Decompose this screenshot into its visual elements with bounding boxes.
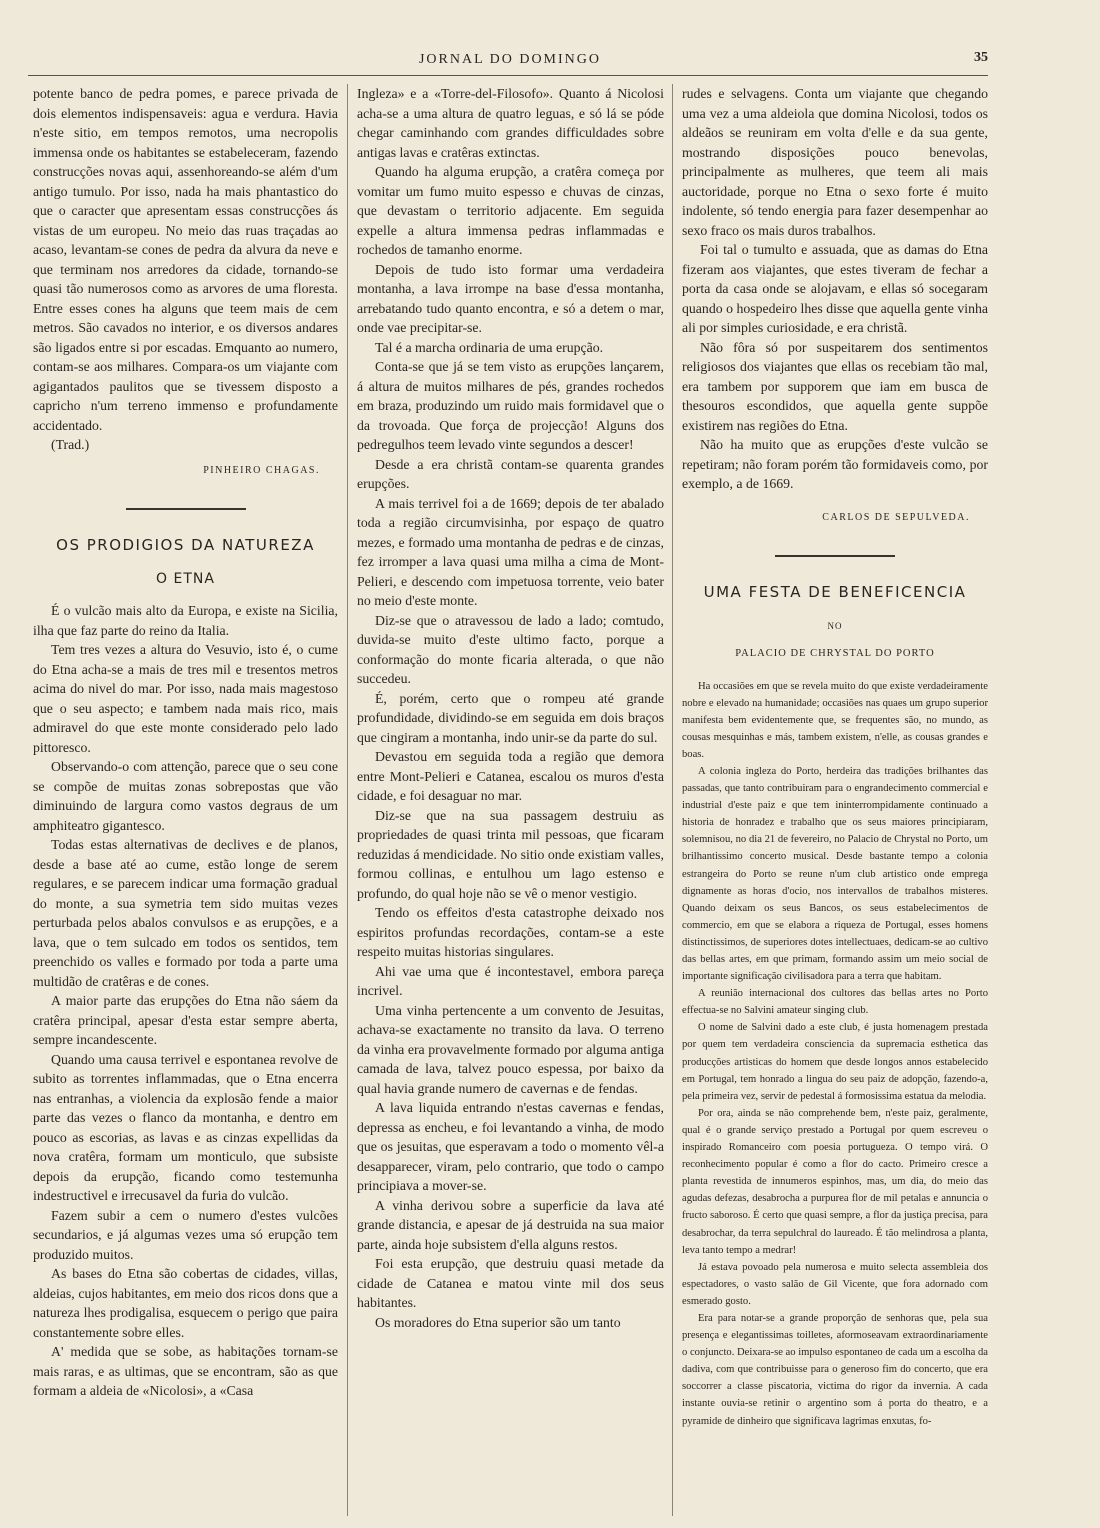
page-number: 35 [974, 50, 988, 65]
section-subtitle: PALACIO DE CHRYSTAL DO PORTO [735, 648, 935, 659]
paragraph: É o vulcão mais alto da Europa, e existe na Sicilia, ilha que faz parte do reino da Italia. [33, 603, 338, 638]
article-body-small [682, 678, 988, 1430]
paragraph: Tendo os effeitos d'esta catastrophe deixado nos espiritos profundas recordações, contam-se a este respeito muitas historias singulares. [357, 905, 664, 959]
paragraph: Era para notar-se a grande proporção de senhoras que, pela sua presença e elegantissimas toilletes, aformoseavam extraordinariamente o conjuncto. Deixara-se ao impulso espontaneo de cada um a escolha da dadiva, com que contribuisse para o generoso fim do concerto, que era soccorrer a classe piscatoria, victima do rigor da invernia. A cada instante ouvia-se retinir o argentino som á porta do theatro, e a pyramide de dinheiro que significava lagrimas enxutas, fo- [682, 1312, 988, 1427]
paragraph: A reunião internacional dos cultores das bellas artes no Porto effectua-se no Salvini amateur singing club. [682, 988, 988, 1017]
running-header: JORNAL DO DOMINGO [418, 52, 602, 67]
paragraph: Tem tres vezes a altura do Vesuvio, isto é, o cume do Etna acha-se a mais de tres mil e tresentos metros acima do nivel do mar. Por isso, nada mais magestoso que o seu aspecto; e tambem nada mais rico, mais admiravel do que este monte considerado pelo lado pittoresco. [33, 642, 338, 755]
paragraph: Ahi vae uma que é incontestavel, embora pareça incrivel. [357, 963, 664, 998]
paragraph: potente banco de pedra pomes, e parece privada de dois elementos indispensaveis: agua e verdura. Havia n'este sitio, em tempos remotos, uma necropolis immensa onde os habitantes se estabeleceram, fazendo construcções novas aqui, assenhoreando-se além d'um antigo tumulo. Por isso, nada ha mais phantastico do que o caracter que apresentam essas construcções ás vistas de um europeu. No meio das ruas traçadas ao acaso, levantam-se cones de pedra da alvura da neve e que terminam nos arredores da cidade, tornando-se quasi tão numerosos como as arvores de uma floresta. Entre esses cones ha alguns que teem mais de cem metros. São cavados no interior, e os diversos andares são ligados entre si por escadas. Emquanto ao numero, contam-se aos milhares. Compara-os um viajante com agigantados paulitos que se tivessem disposto a capricho n'um terreno immenso e profundamente accidentado. [33, 86, 338, 433]
section-title: OS PRODIGIOS DA NATUREZA [56, 536, 315, 554]
paragraph: Diz-se que na sua passagem destruiu as propriedades de quasi trinta mil pessoas, que ficaram reduzidas á mendicidade. No sitio onde existiam valles, formou collinas, e entulhou um lago estenso e profundo, do qual hoje não se vê o menor vestigio. [357, 807, 664, 901]
section-separator [775, 555, 895, 557]
section-connector: NO [827, 620, 843, 631]
paragraph: Já estava povoado pela numerosa e muito selecta assembleia dos espectadores, o vasto salão de Gil Vicente, que fora adornado com esmerado gosto. [682, 1261, 988, 1307]
column-3 [682, 84, 988, 1430]
column-separator-2 [672, 84, 673, 1516]
paragraph: A vinha derivou sobre a superficie da lava até grande distancia, e apesar de já destruida na sua maior parte, ainda hoje subsistem d'ella alguns restos. [357, 1197, 664, 1252]
signature: PINHEIRO CHAGAS. [203, 464, 320, 476]
paragraph: É, porém, certo que o rompeu até grande profundidade, dividindo-se em seguida em dois braços que cingiram a montanha, indo unir-se da parte do sul. [357, 690, 664, 745]
paragraph: O nome de Salvini dado a este club, é justa homenagem prestada por quem tem verdadeira consciencia da supremacia esthetica das producções artisticas do homem que desde longos annos estabelecido em Portugal, tem honrado a lingua do seu paiz de adopção, fazendo-a, pela primeira vez, servir de pedestal á formosissima estatua da melodia. [682, 1022, 988, 1102]
paragraph: A mais terrivel foi a de 1669; depois de ter abalado toda a região circumvisinha, por espaço de quatro mezes, e formado uma montanha de pedras e de cinzas, fez irromper a lava quasi uma milha a cima de Mont-Pelieri, e descendo com impetuosa torrente, veio bater no meio d'este monte. [357, 495, 664, 608]
paragraph: Os moradores do Etna superior são um tanto [375, 1314, 621, 1330]
paragraph: Não ha muito que as erupções d'este vulcão se repetiram; não foram porém tão formidaveis como, por exemplo, a de 1669. [682, 437, 988, 491]
paragraph: Observando-o com attenção, parece que o seu cone se compõe de muitas zonas sobrepostas que vão diminuindo de largura como vastos degraus de um amphiteatro gigantesco. [33, 759, 338, 833]
signature: CARLOS DE SEPULVEDA. [822, 511, 970, 523]
paragraph: Uma vinha pertencente a um convento de Jesuitas, achava-se exactamente no transito da lava. O terreno da vinha era provavelmente formado por alguma antiga camada de lava, talvez pouco espessa, por baixo da qual havia grande numero de cavernas e de fendas. [357, 1002, 664, 1096]
paragraph: (Trad.) [51, 437, 90, 452]
paragraph: Depois de tudo isto formar uma verdadeira montanha, a lava irrompe na base d'essa montanha, arrebatando tudo quanto encontra, e só a detem o mar, onde vae precipitar-se. [357, 261, 664, 335]
paragraph: Conta-se que já se tem visto as erupções lançarem, á altura de muitos milhares de pés, grandes rochedos em braza, produzindo um ruido mais formidavel que o da trovoada. Que força de projecção! Alguns dos pedregulhos teem levado vinte segundos a descer! [357, 359, 664, 452]
paragraph: rudes e selvagens. Conta um viajante que chegando uma vez a uma aldeiola que domina Nicolosi, todos os aldeãos se reuniram em volta d'elle e da sua gente, mostrando disposições pouco benevolas, principalmente as mulheres, que teem ali mais auctoridade, porque no Etna o sexo forte é muito indolente, só tendo energia para fazer desempenhar ao sexo fraco os mais duros trabalhos. [682, 86, 988, 238]
paragraph: A colonia ingleza do Porto, herdeira das tradições brilhantes das passadas, que tanto contribuiram para o engrandecimento commercial e industrial d'este paiz e que tem ininterrompidamente continuado a historia de honradez e trabalho que os seus maiores principiaram, solemnisou, no dia 21 de fevereiro, no Palacio de Chrystal no Porto, um brilhantissimo concerto musical. Desde bastante tempo a colonia estrangeira do Porto se reune n'um club artistico onde emprega dignamente as horas d'ocio, nos intervallos de trabalhos misteres. Quando deixam os seus Bancos, os seus estabelecimentos de commercio, em que se elabora a riqueza de Portugal, esses homens distinctissimos, de superiores dotes intellectuaes, dedicam-se ao cultivo das bellas artes, em que primam, formando assim um meio social de importante significação civilisadora para a terra que habitam. [682, 765, 988, 983]
paragraph: Foi tal o tumulto e assuada, que as damas do Etna fizeram aos viajantes, que estes tiveram de fechar a porta da casa onde se alojavam, e ellas só socegaram quando o hospedeiro lhes disse que aquella gente vinha ali por simples curiosidade, e era christã. [682, 242, 988, 335]
paragraph: Quando uma causa terrivel e espontanea revolve de subito as torrentes inflammadas, que o Etna encerra nas entranhas, a violencia da explosão fende a maior parte das vezes o flanco da montanha, e dentro em pouco as escorias, as lavas e as cinzas expellidas da nova cratêra, formam um monticulo, que subsiste depois da erupção, ficando como testemunha indestructivel e irrecusavel da furia do vulcão. [33, 1051, 338, 1203]
paragraph: Todas estas alternativas de declives e de planos, desde a base até ao cume, estão longe de serem regulares, e se parecem indicar uma formação gradual do monte, a sua symetria tem sido muitas vezes perturbada pelos abalos convulsos e as erupções, e a lava, que o tem sulcado em todos os sentidos, tem preenchido os valles e formado por toda a parte uma multidão de cratêras e de cones. [33, 837, 338, 989]
column-2 [357, 84, 664, 1332]
paragraph: A lava liquida entrando n'estas cavernas e fendas, depressa as encheu, e foi levantando a vinha, de modo que os jesuitas, que esperavam a todo o momento vêl-a desapparecer, viram, pelo contrario, que todo o campo principiava a mover-se. [357, 1100, 664, 1193]
section-subtitle: O ETNA [156, 570, 215, 587]
header-rule [28, 75, 988, 76]
paragraph: Tal é a marcha ordinaria de uma erupção. [375, 339, 604, 355]
paragraph: Devastou em seguida toda a região que demora entre Mont-Pelieri e Catanea, escalou os muros d'esta cidade, e foi desaguar no mar. [357, 749, 664, 803]
column-1 [33, 84, 338, 1401]
section-separator [126, 508, 246, 510]
column-separator-1 [347, 84, 348, 1516]
paragraph: Fazem subir a cem o numero d'estes vulcões secundarios, e já algumas vezes uma só erupção tem produzido muitos. [33, 1207, 338, 1262]
paragraph: Ingleza» e a «Torre-del-Filosofo». Quanto á Nicolosi acha-se a uma altura de quatro leguas, e só lá se póde chegar caminhando com grandes difficuldades sobre antigas lavas e cratêras extinctas. [357, 86, 664, 160]
paragraph: Quando ha alguma erupção, a cratêra começa por vomitar um fumo muito espesso e chuvas de cinzas, que devastam o territorio adjacente. Em seguida expelle a altura immensa pedras inflammadas e rochedos de tamanho enorme. [357, 164, 664, 257]
paragraph: Por ora, ainda se não comprehende bem, n'este paiz, geralmente, qual é o grande serviço prestado a Portugal por quem escreveu o inspirado Romanceiro com poesia portugueza. O tempo virá. O reconhecimento popular é como a flor do cacto. Primeiro cresce a planta revestida de innumeros espinhos, mas, um dia, do meio das agudas defezas, desabrocha a purpurea flor de mil petalas e annuncia o fructo saboroso. É certo que quasi sempre, a flor da justiça precisa, para desabrochar, da terra sepulchral do laureado. É tão melindrosa a planta, leva tanto tempo a medrar! [682, 1107, 988, 1256]
paragraph: Ha occasiões em que se revela muito do que existe verdadeiramente nobre e elevado na humanidade; occasiões nas quaes um grupo superior manifesta bem evidentemente que, se frequentes são, no mundo, as cousas mesquinhas e más, tambem existem, n'elle, as cousas grandes e boas. [682, 680, 988, 760]
paragraph: As bases do Etna são cobertas de cidades, villas, aldeias, cujos habitantes, em meio dos ricos dons que a natureza lhes prodigalisa, esquecem o perigo que paira constantemente sobre elles. [33, 1266, 338, 1340]
paragraph: A maior parte das erupções do Etna não sáem da cratêra principal, apesar d'esta estar sempre aberta, sempre incandescente. [33, 993, 338, 1047]
section-title: UMA FESTA DE BENEFICENCIA [703, 583, 967, 601]
paragraph: Desde a era christã contam-se quarenta grandes erupções. [357, 456, 664, 491]
paragraph: Não fôra só por suspeitarem dos sentimentos religiosos dos viajantes que ellas os recebiam tão mal, era tambem por supporem que iam em busca de thesouros escondidos, que aquella gente suppõe existirem nas regiões do Etna. [682, 339, 988, 433]
paragraph: Foi esta erupção, que destruiu quasi metade da cidade de Catanea e matou vinte mil dos seus habitantes. [357, 1256, 664, 1310]
paragraph: A' medida que se sobe, as habitações tornam-se mais raras, e as ultimas, que se encontram, são as que formam a aldeia de «Nicolosi», a «Casa [33, 1344, 338, 1398]
paragraph: Diz-se que o atravessou de lado a lado; comtudo, duvida-se muito d'este ultimo facto, porque a conformação do monte ficaria alterada, o que não succedeu. [357, 612, 664, 686]
